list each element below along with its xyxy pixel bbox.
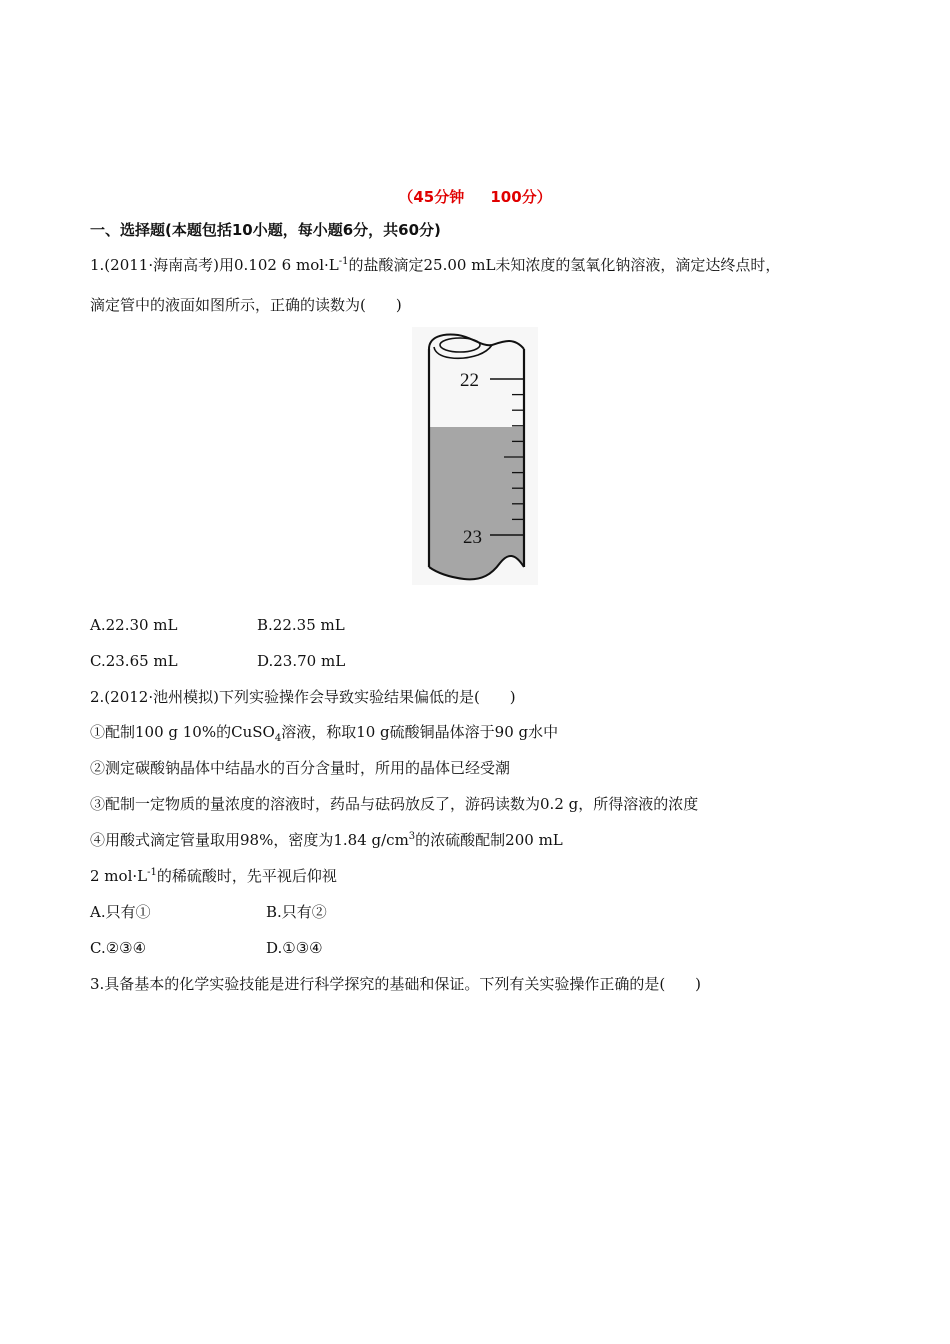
question-2-item-4-text-a: ④用酸式滴定管量取用98%，密度为1.84 g/cm [90, 831, 409, 849]
question-2-option-b[interactable]: B.只有② [266, 903, 327, 921]
question-1-text-b: 的盐酸滴定25.00 mL未知浓度的氢氧化钠溶液，滴定达终点时， [348, 256, 781, 274]
scale-label-23: 23 [463, 527, 482, 548]
question-2-item-1-text-a: ①配制100 g 10%的CuSO [90, 723, 275, 741]
question-2-item-2: ②测定碳酸钠晶体中结晶水的百分含量时，所用的晶体已经受潮 [90, 759, 511, 777]
question-2-item-1 [90, 722, 558, 742]
scale-label-22: 22 [460, 370, 479, 391]
question-2-item-3: ③配制一定物质的量浓度的溶液时，药品与砝码放反了，游码读数为0.2 g，所得溶液的浓度 [90, 795, 699, 813]
question-1-line-2: 滴定管中的液面如图所示，正确的读数为( ) [90, 296, 402, 314]
question-2-item-4 [90, 830, 563, 850]
question-2-item-5-superscript: -1 [147, 867, 157, 878]
question-2-stem: 2.(2012·池州模拟)下列实验操作会导致实验结果偏低的是( ) [90, 688, 516, 706]
question-2-item-1-subscript: 4 [274, 733, 282, 744]
question-2-item-5 [90, 866, 337, 886]
question-2-option-a[interactable]: A.只有① [90, 903, 151, 921]
question-1-option-a[interactable]: A.22.30 mL [90, 616, 178, 634]
question-3-stem: 3.具备基本的化学实验技能是进行科学探究的基础和保证。下列有关实验操作正确的是( ) [90, 975, 702, 993]
question-1-text-a: 1.(2011·海南高考)用0.102 6 mol·L [90, 256, 339, 274]
burette-figure [412, 327, 538, 585]
time-limit-heading: （45分钟 100分） [398, 188, 552, 206]
section-title: 一、选择题(本题包括10小题，每小题6分，共60分) [90, 221, 441, 239]
question-2-item-5-text-a: 2 mol·L [90, 867, 148, 885]
question-1-option-d[interactable]: D.23.70 mL [257, 652, 346, 670]
question-2-option-d[interactable]: D.①③④ [266, 939, 323, 957]
question-2-item-1-text-b: 溶液，称取10 g硫酸铜晶体溶于90 g水中 [281, 723, 559, 741]
question-1-option-b[interactable]: B.22.35 mL [257, 616, 345, 634]
question-2-item-4-superscript: 3 [408, 831, 416, 842]
burette-diagram [412, 327, 538, 585]
question-1-superscript: -1 [338, 256, 349, 267]
question-1-option-c[interactable]: C.23.65 mL [90, 652, 178, 670]
question-2-item-5-text-b: 的稀硫酸时，先平视后仰视 [156, 867, 337, 885]
question-1-line-1 [90, 255, 780, 275]
question-2-item-4-text-b: 的浓硫酸配制200 mL [415, 831, 563, 849]
question-2-option-c[interactable]: C.②③④ [90, 939, 147, 957]
